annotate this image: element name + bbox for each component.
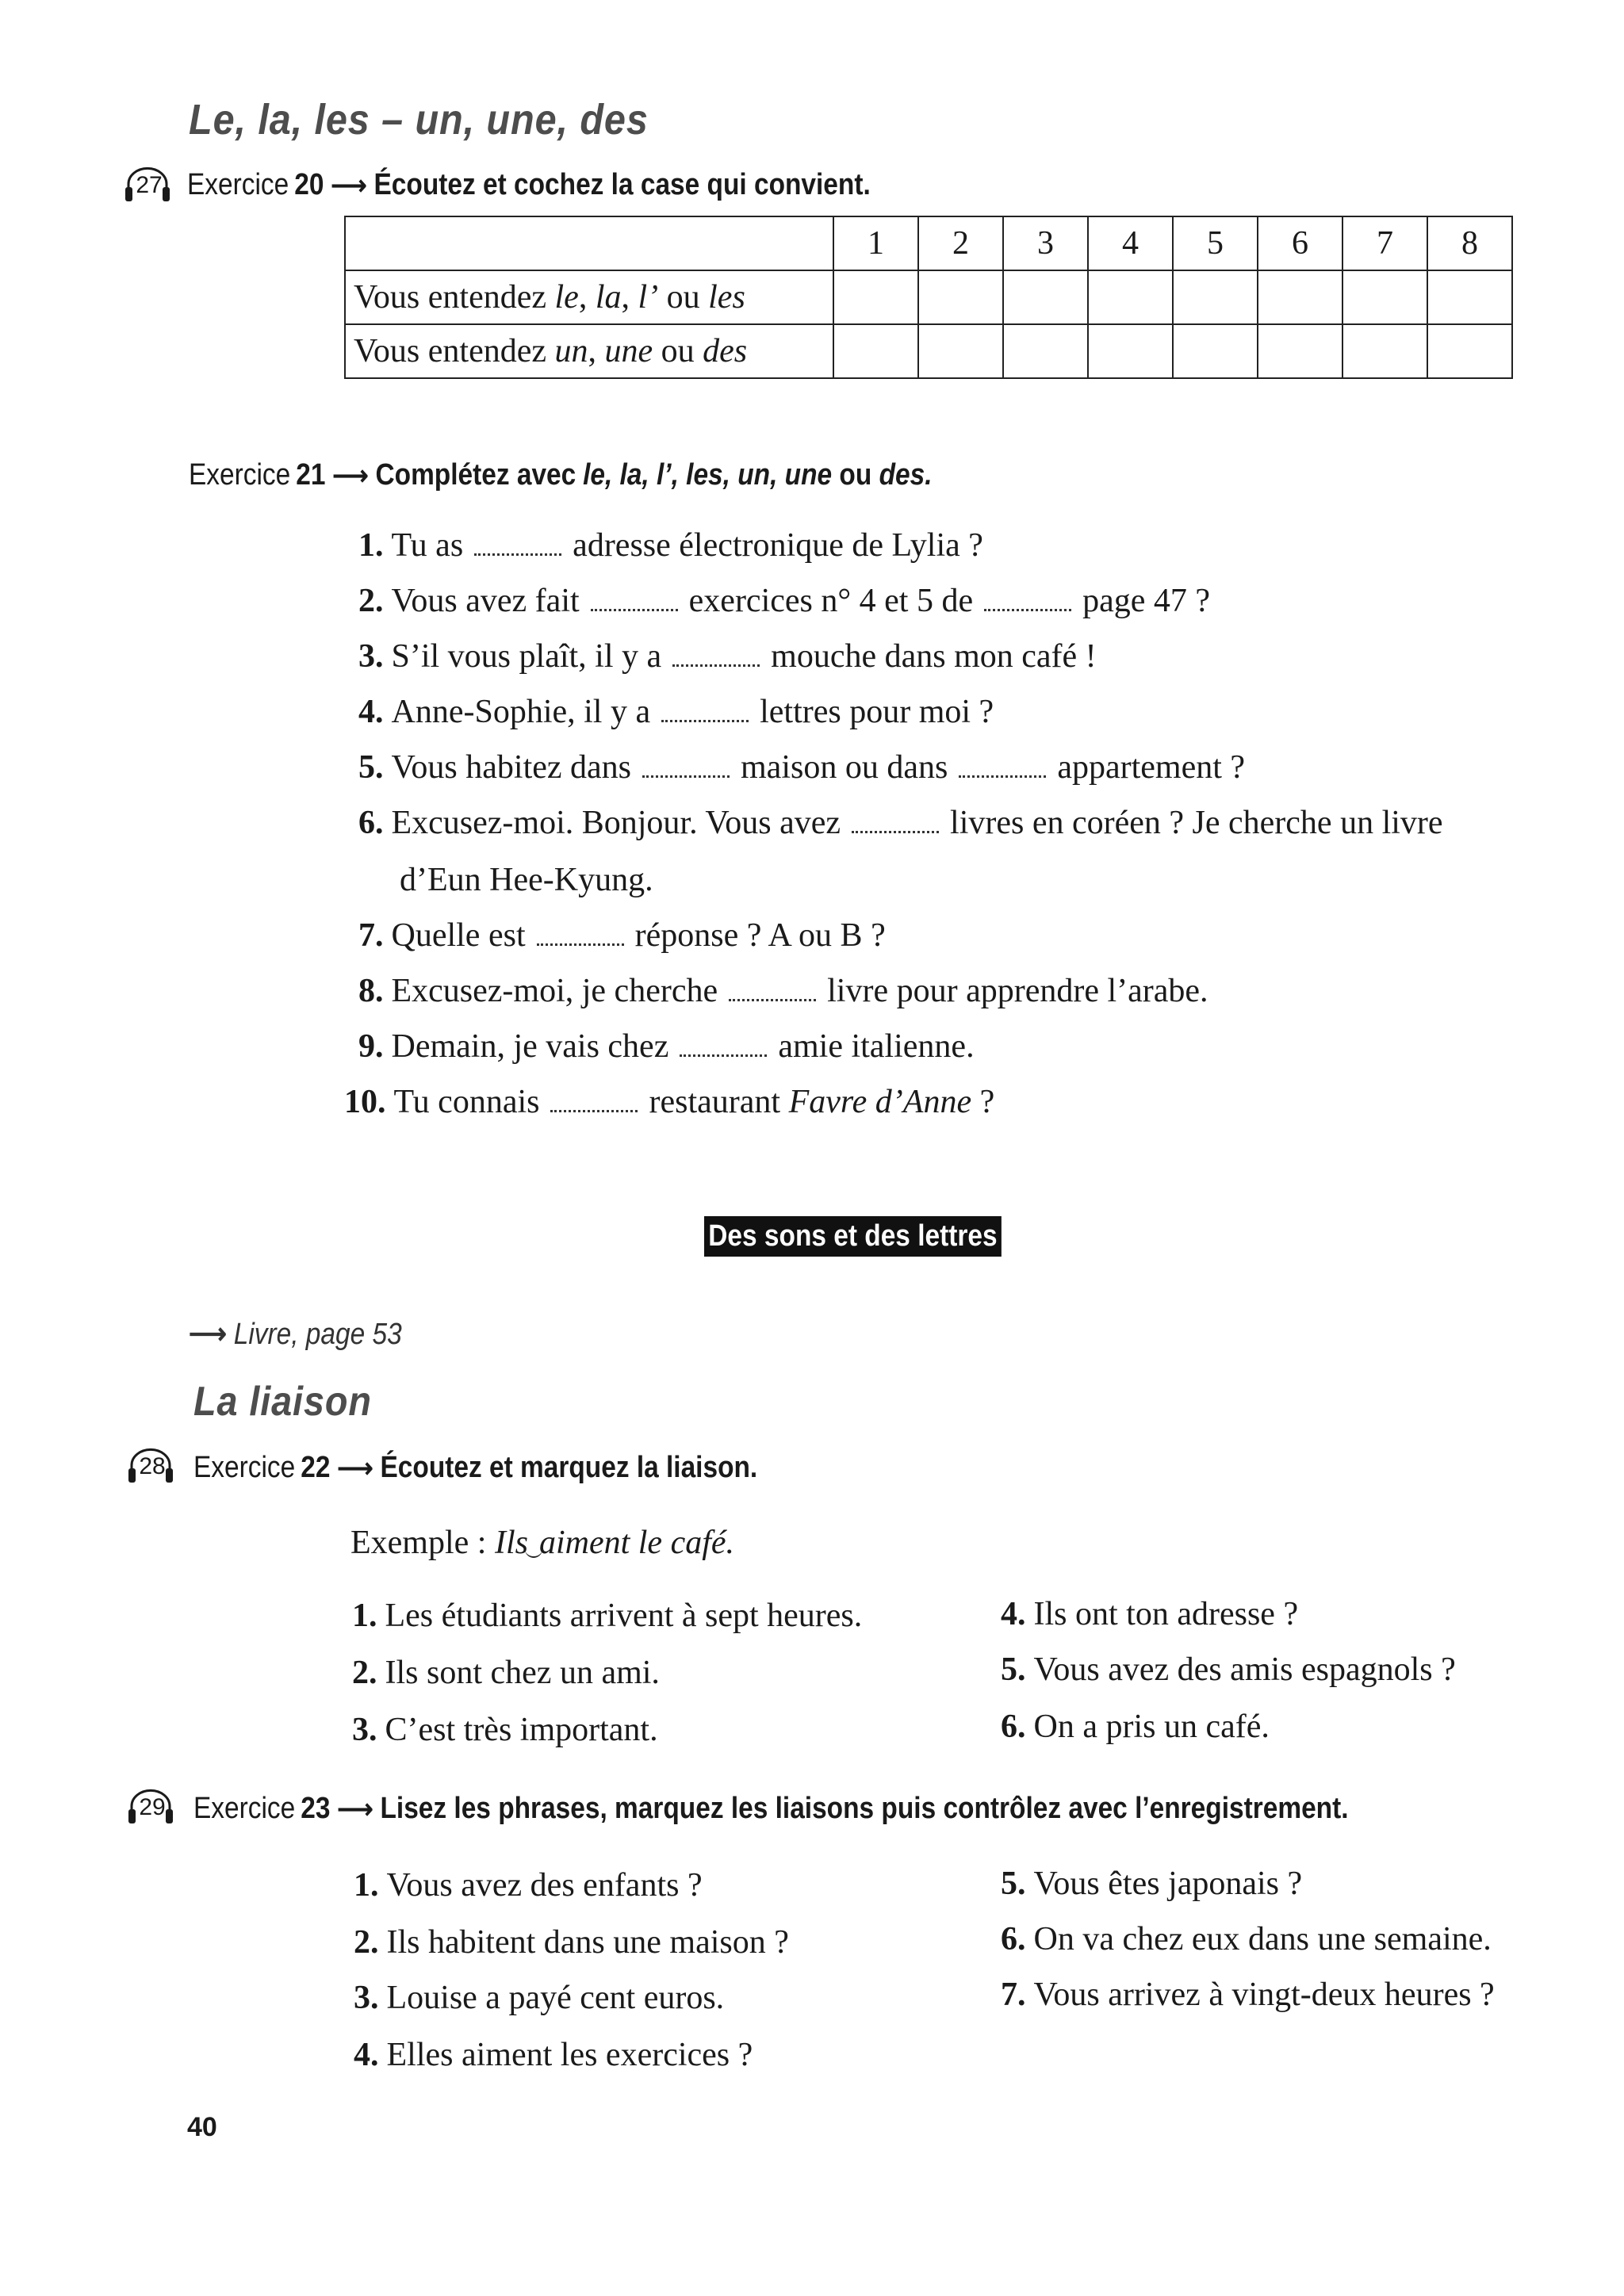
item-number: 2. xyxy=(358,583,384,619)
item-number: 9. xyxy=(358,1028,384,1065)
item-text: appartement ? xyxy=(1057,749,1246,786)
grid-col-header: 5 xyxy=(1173,216,1258,270)
exercise-instruction-articles: le, la, l’, les, un, une xyxy=(583,458,833,492)
list-item xyxy=(354,2036,753,2074)
item-number: 3. xyxy=(352,1712,377,1748)
list-item xyxy=(1001,1595,1298,1633)
grid-row-label xyxy=(345,324,833,378)
list-item xyxy=(358,916,886,955)
grid-corner-cell xyxy=(345,216,833,270)
arrow-right-icon: ⟶ xyxy=(332,458,369,492)
fill-blank[interactable] xyxy=(591,608,678,611)
list-item xyxy=(354,1866,703,1904)
item-text[interactable]: Vous êtes japonais ? xyxy=(1033,1866,1303,1902)
item-text[interactable]: Louise a payé cent euros. xyxy=(386,1980,725,2016)
item-number: 6. xyxy=(1001,1921,1026,1957)
item-number: 4. xyxy=(1001,1596,1026,1632)
list-item-continuation: d’Eun Hee-Kyung. xyxy=(400,862,653,898)
audio-track-number: 27 xyxy=(136,172,163,198)
item-text: Vous habitez dans xyxy=(391,749,632,786)
list-item xyxy=(358,972,1208,1010)
item-text: Vous avez fait xyxy=(391,583,580,619)
page-number: 40 xyxy=(187,2112,217,2142)
item-text: Tu connais xyxy=(393,1084,540,1120)
item-text[interactable]: Elles aiment les exercices ? xyxy=(386,2037,753,2073)
exercise-23-heading xyxy=(193,1792,1349,1826)
fill-blank[interactable] xyxy=(680,1054,767,1057)
item-text: livres en coréen ? Je cherche un livre xyxy=(950,805,1443,841)
answer-checkbox-cell[interactable] xyxy=(833,324,918,378)
list-item xyxy=(344,1083,994,1121)
exercise-21-heading xyxy=(189,458,932,492)
item-number: 6. xyxy=(358,805,384,841)
answer-checkbox-cell[interactable] xyxy=(1173,324,1258,378)
answer-checkbox-cell[interactable] xyxy=(1003,270,1088,324)
answer-checkbox-cell[interactable] xyxy=(1258,324,1342,378)
item-number: 6. xyxy=(1001,1709,1026,1745)
audio-track-icon[interactable] xyxy=(122,166,173,205)
item-text[interactable]: C’est très important. xyxy=(385,1712,658,1748)
row-label-article: un xyxy=(554,333,588,369)
item-number: 1. xyxy=(354,1867,379,1904)
item-number: 1. xyxy=(352,1598,377,1634)
example-label: Exemple : xyxy=(350,1525,495,1561)
row-label-text: ou xyxy=(658,279,709,316)
item-text: Quelle est xyxy=(391,917,526,954)
item-text: mouche dans mon café ! xyxy=(771,638,1097,675)
exercise-label: Exercice xyxy=(193,1451,296,1484)
list-item xyxy=(352,1654,660,1692)
answer-checkbox-cell[interactable] xyxy=(1342,324,1427,378)
answer-checkbox-cell[interactable] xyxy=(1258,270,1342,324)
grid-header-row xyxy=(345,216,1512,270)
item-text: ? xyxy=(971,1084,995,1120)
row-label-article: les xyxy=(708,279,745,316)
grid-col-header: 6 xyxy=(1258,216,1342,270)
item-number: 5. xyxy=(1001,1866,1026,1902)
answer-checkbox-cell[interactable] xyxy=(1173,270,1258,324)
exercise-label: Exercice xyxy=(193,1792,296,1825)
item-number: 5. xyxy=(1001,1651,1026,1688)
row-label-article: le xyxy=(554,279,579,316)
grid-col-header: 8 xyxy=(1427,216,1512,270)
list-item xyxy=(358,637,1097,675)
item-number: 3. xyxy=(354,1980,379,2016)
grid-col-header: 3 xyxy=(1003,216,1088,270)
item-number: 4. xyxy=(354,2037,379,2073)
item-text[interactable]: Ils sont chez un ami. xyxy=(385,1655,660,1691)
item-text[interactable]: Vous arrivez à vingt-deux heures ? xyxy=(1033,1976,1495,2013)
row-label-text: ou xyxy=(653,333,703,369)
item-number: 1. xyxy=(358,527,384,564)
item-text: Anne-Sophie, il y a xyxy=(391,694,651,730)
item-text: maison ou dans xyxy=(741,749,948,786)
fill-blank[interactable] xyxy=(642,775,730,778)
item-number: 7. xyxy=(358,917,384,954)
item-text: Tu as xyxy=(391,527,464,564)
row-label-article: des xyxy=(703,333,748,369)
item-text: page 47 ? xyxy=(1082,583,1211,619)
item-text: lettres pour moi ? xyxy=(760,694,994,730)
arrow-right-icon: ⟶ xyxy=(337,1451,373,1484)
exercise-label: Exercice xyxy=(189,458,291,492)
list-item xyxy=(358,748,1245,786)
item-number: 10. xyxy=(344,1084,386,1120)
fill-blank[interactable] xyxy=(661,719,749,722)
item-text: réponse ? A ou B ? xyxy=(634,917,886,954)
item-number: 8. xyxy=(358,973,384,1009)
fill-blank[interactable] xyxy=(852,830,939,833)
row-label-text: Vous entendez xyxy=(354,333,555,369)
answer-checkbox-cell[interactable] xyxy=(1003,324,1088,378)
list-item xyxy=(352,1597,862,1635)
example-sentence xyxy=(350,1524,734,1562)
row-label-sep: , xyxy=(621,279,638,316)
book-reference-text: Livre, page 53 xyxy=(233,1318,402,1351)
list-item xyxy=(1001,1865,1302,1903)
grid-row-label xyxy=(345,270,833,324)
section-title-articles: Le, la, les – un, une, des xyxy=(189,96,649,144)
item-number: 2. xyxy=(352,1655,377,1691)
item-text[interactable]: Les étudiants arrivent à sept heures. xyxy=(385,1598,863,1634)
grid-col-header: 7 xyxy=(1342,216,1427,270)
item-text: amie italienne. xyxy=(778,1028,975,1065)
exercise-instruction: Lisez les phrases, marquez les liaisons puis contrôlez avec l’enregistrement. xyxy=(380,1792,1349,1825)
list-item xyxy=(354,1979,724,2017)
section-banner: Des sons et des lettres xyxy=(704,1216,1002,1257)
item-text-italic: Favre d’Anne xyxy=(788,1084,972,1120)
item-text: exercices n° 4 et 5 de xyxy=(688,583,974,619)
section-title-liaison: La liaison xyxy=(193,1379,372,1425)
answer-checkbox-cell[interactable] xyxy=(1427,324,1512,378)
exercise-22-heading xyxy=(193,1451,757,1485)
item-number: 4. xyxy=(358,694,384,730)
item-text: adresse électronique de Lylia ? xyxy=(573,527,983,564)
item-text[interactable]: Vous avez des enfants ? xyxy=(386,1867,703,1904)
list-item xyxy=(1001,1651,1456,1689)
example-text: aiment le café. xyxy=(538,1525,735,1561)
item-text: Excusez-moi, je cherche xyxy=(391,973,718,1009)
exercise-label: Exercice xyxy=(187,168,289,201)
row-label-text: Vous entendez xyxy=(354,279,555,316)
exercise-number: 22 xyxy=(301,1451,331,1484)
row-label-article: une xyxy=(604,333,653,369)
answer-checkbox-cell[interactable] xyxy=(918,270,1003,324)
item-number: 3. xyxy=(358,638,384,675)
answer-checkbox-cell[interactable] xyxy=(1342,270,1427,324)
arrow-right-icon: ⟶ xyxy=(337,1792,373,1825)
row-label-article: la xyxy=(595,279,622,316)
list-item xyxy=(358,693,994,731)
exercise-number: 20 xyxy=(294,168,324,201)
exercise-20-heading xyxy=(187,168,871,202)
item-text[interactable]: On a pris un café. xyxy=(1033,1709,1270,1745)
fill-blank[interactable] xyxy=(537,943,624,946)
answer-checkbox-cell[interactable] xyxy=(1088,324,1173,378)
item-text: Excusez-moi. Bonjour. Vous avez xyxy=(391,805,841,841)
answer-checkbox-cell[interactable] xyxy=(1088,270,1173,324)
book-reference xyxy=(189,1316,402,1352)
exercise-instruction: Écoutez et cochez la case qui convient. xyxy=(373,168,871,201)
exercise-number: 21 xyxy=(296,458,326,492)
item-text[interactable]: Vous avez des amis espagnols ? xyxy=(1033,1651,1456,1688)
fill-blank[interactable] xyxy=(672,664,760,667)
arrow-right-icon: ⟶ xyxy=(189,1318,227,1351)
list-item xyxy=(358,804,1443,842)
grid-col-header: 2 xyxy=(918,216,1003,270)
arrow-right-icon: ⟶ xyxy=(331,168,367,201)
row-label-article: l’ xyxy=(638,279,659,316)
fill-blank[interactable] xyxy=(474,553,561,556)
audio-track-number: 29 xyxy=(139,1794,166,1820)
exercise-instruction-last: des. xyxy=(879,458,933,492)
exercise-number: 23 xyxy=(301,1792,331,1825)
item-text: S’il vous plaît, il y a xyxy=(391,638,662,675)
item-text[interactable]: On va chez eux dans une semaine. xyxy=(1033,1921,1492,1957)
exercise-instruction: Complétez avec xyxy=(375,458,576,492)
fill-blank[interactable] xyxy=(550,1109,638,1112)
item-text[interactable]: Ils ont ton adresse ? xyxy=(1033,1596,1299,1632)
list-item xyxy=(1001,1976,1495,2014)
grid-col-header: 4 xyxy=(1088,216,1173,270)
item-text: Demain, je vais chez xyxy=(391,1028,669,1065)
fill-blank[interactable] xyxy=(959,775,1046,778)
row-label-sep: , xyxy=(588,333,605,369)
example-text: Ils xyxy=(494,1525,528,1561)
list-item xyxy=(358,526,983,564)
grid-row-indefinite xyxy=(345,324,1512,378)
row-label-sep: , xyxy=(578,279,596,316)
list-item xyxy=(1001,1708,1270,1746)
grid-row-definite xyxy=(345,270,1512,324)
item-text: livre pour apprendre l’arabe. xyxy=(827,973,1208,1009)
answer-checkbox-cell[interactable] xyxy=(918,324,1003,378)
list-item xyxy=(1001,1920,1492,1958)
grid-col-header: 1 xyxy=(833,216,918,270)
list-item xyxy=(358,582,1210,620)
audio-track-icon[interactable] xyxy=(125,1448,176,1486)
audio-track-number: 28 xyxy=(139,1453,166,1479)
item-text: restaurant xyxy=(649,1084,781,1120)
exercise-instruction-ou: ou xyxy=(832,458,879,492)
fill-blank[interactable] xyxy=(984,608,1071,611)
item-text[interactable]: Ils habitent dans une maison ? xyxy=(386,1924,789,1961)
item-number: 2. xyxy=(354,1924,379,1961)
list-item xyxy=(358,1027,975,1066)
answer-checkbox-cell[interactable] xyxy=(833,270,918,324)
list-item xyxy=(354,1923,789,1961)
audio-track-icon[interactable] xyxy=(125,1789,176,1827)
answer-grid xyxy=(344,216,1513,379)
exercise-instruction: Écoutez et marquez la liaison. xyxy=(380,1451,758,1484)
item-number: 7. xyxy=(1001,1976,1026,2013)
fill-blank[interactable] xyxy=(729,998,816,1001)
item-number: 5. xyxy=(358,749,384,786)
list-item xyxy=(352,1711,658,1749)
answer-checkbox-cell[interactable] xyxy=(1427,270,1512,324)
